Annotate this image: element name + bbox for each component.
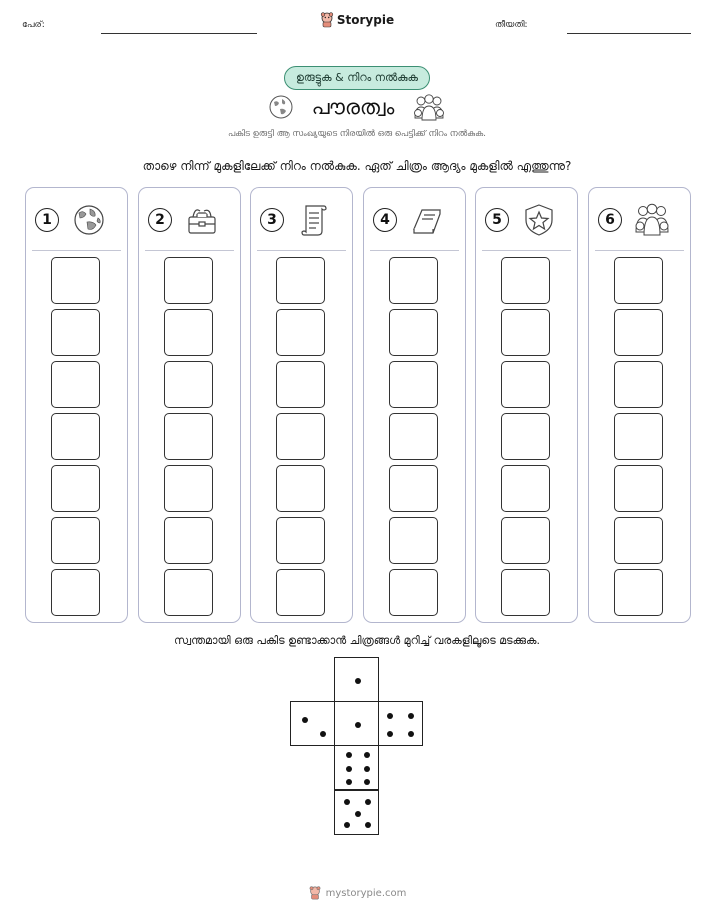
color-box[interactable]	[501, 517, 550, 564]
die-pip	[346, 752, 352, 758]
color-box[interactable]	[501, 361, 550, 408]
color-box[interactable]	[389, 361, 438, 408]
color-box[interactable]	[164, 517, 213, 564]
color-box[interactable]	[164, 257, 213, 304]
column-header	[26, 200, 127, 240]
color-box[interactable]	[51, 361, 100, 408]
die-face-4	[378, 701, 423, 746]
column-number: 6	[598, 208, 622, 232]
column-divider	[595, 250, 684, 251]
die-pip	[346, 766, 352, 772]
color-box[interactable]	[614, 361, 663, 408]
column-1	[25, 187, 128, 623]
color-box[interactable]	[614, 309, 663, 356]
color-box[interactable]	[501, 257, 550, 304]
color-box[interactable]	[51, 465, 100, 512]
die-face-1	[334, 701, 379, 746]
storypie-mascot-icon	[308, 886, 322, 900]
die-pip	[408, 731, 414, 737]
die-pip	[302, 717, 308, 723]
color-box[interactable]	[614, 465, 663, 512]
color-box[interactable]	[51, 413, 100, 460]
name-label: പേര്:	[22, 20, 45, 30]
instruction: താഴെ നിന്ന് മുകളിലേക്ക് നിറം നൽകുക. ഏത് ചിത്രം ആദ്യം മുകളിൽ എത്തുന്നു?	[142, 159, 572, 173]
column-number: 5	[485, 208, 509, 232]
scroll-icon	[295, 202, 333, 238]
die-pip	[364, 752, 370, 758]
color-box[interactable]	[276, 465, 325, 512]
column-4	[363, 187, 466, 623]
color-box[interactable]	[164, 569, 213, 616]
color-box[interactable]	[614, 517, 663, 564]
die-pip	[355, 678, 361, 684]
worksheet-title: പൗരത്വം	[311, 94, 395, 119]
die-pip	[344, 799, 350, 805]
die-face-2	[290, 701, 335, 746]
die-pip	[365, 822, 371, 828]
color-box[interactable]	[276, 257, 325, 304]
die-face-1	[334, 657, 379, 702]
color-box[interactable]	[276, 569, 325, 616]
die-face-5	[334, 790, 379, 835]
column-divider	[145, 250, 234, 251]
die-pip	[364, 779, 370, 785]
color-box[interactable]	[276, 413, 325, 460]
die-pip	[365, 799, 371, 805]
storypie-mascot-icon	[320, 12, 334, 28]
color-box[interactable]	[389, 309, 438, 356]
color-box[interactable]	[164, 465, 213, 512]
column-divider	[32, 250, 121, 251]
color-box[interactable]	[389, 569, 438, 616]
color-box[interactable]	[164, 361, 213, 408]
column-header	[589, 200, 690, 240]
color-box[interactable]	[501, 569, 550, 616]
activity-badge: ഉരുട്ടുക & നിറം നൽകുക	[284, 66, 430, 90]
column-5	[475, 187, 578, 623]
brand-name: Storypie	[336, 13, 395, 27]
column-3	[250, 187, 353, 623]
column-header	[139, 200, 240, 240]
column-header	[364, 200, 465, 240]
die-pip	[364, 766, 370, 772]
color-box[interactable]	[164, 413, 213, 460]
die-pip	[346, 779, 352, 785]
column-header	[251, 200, 352, 240]
footer	[0, 886, 714, 900]
die-pip	[387, 713, 393, 719]
brand-logo	[0, 12, 714, 28]
fold-instruction: സ്വന്തമായി ഒരു പകിട ഉണ്ടാക്കാൻ ചിത്രങ്ങൾ മുറിച്ച് വരകളിലൂടെ മടക്കുക.	[174, 634, 540, 647]
column-divider	[257, 250, 346, 251]
color-box[interactable]	[51, 257, 100, 304]
color-box[interactable]	[276, 361, 325, 408]
column-header	[476, 200, 577, 240]
die-pip	[355, 722, 361, 728]
title-row	[0, 92, 714, 122]
die-pip	[355, 811, 361, 817]
color-box[interactable]	[164, 309, 213, 356]
die-pip	[320, 731, 326, 737]
color-box[interactable]	[501, 309, 550, 356]
color-box[interactable]	[51, 517, 100, 564]
date-line	[567, 33, 691, 34]
toolbox-icon	[183, 202, 221, 238]
column-number: 1	[35, 208, 59, 232]
column-2	[138, 187, 241, 623]
die-pip	[387, 731, 393, 737]
die-pip	[408, 713, 414, 719]
shield-star-icon	[520, 202, 558, 238]
column-divider	[370, 250, 459, 251]
book-icon	[408, 202, 446, 238]
color-box[interactable]	[51, 569, 100, 616]
column-number: 2	[148, 208, 172, 232]
people-group-icon	[633, 202, 671, 238]
column-6	[588, 187, 691, 623]
column-divider	[482, 250, 571, 251]
color-box[interactable]	[51, 309, 100, 356]
color-box[interactable]	[389, 517, 438, 564]
color-box[interactable]	[614, 257, 663, 304]
footer-site: mystorypie.com	[325, 887, 407, 899]
date-label: തീയതി:	[495, 20, 528, 30]
subtitle: പകിട ഉരുട്ടി ആ സംഖ്യയുടെ നിരയിൽ ഒരു പെട്ടിക്ക് നിറം നൽകുക.	[228, 129, 486, 139]
column-number: 3	[260, 208, 284, 232]
color-box[interactable]	[501, 465, 550, 512]
die-pip	[344, 822, 350, 828]
globe-icon	[268, 94, 294, 120]
color-box[interactable]	[501, 413, 550, 460]
name-line	[101, 33, 257, 34]
color-box[interactable]	[389, 257, 438, 304]
color-box[interactable]	[276, 517, 325, 564]
column-number: 4	[373, 208, 397, 232]
die-face-6	[334, 745, 379, 790]
color-box[interactable]	[389, 413, 438, 460]
globe-icon	[70, 202, 108, 238]
color-box[interactable]	[614, 569, 663, 616]
people-group-icon	[412, 92, 446, 122]
color-box[interactable]	[276, 309, 325, 356]
color-box[interactable]	[614, 413, 663, 460]
color-box[interactable]	[389, 465, 438, 512]
